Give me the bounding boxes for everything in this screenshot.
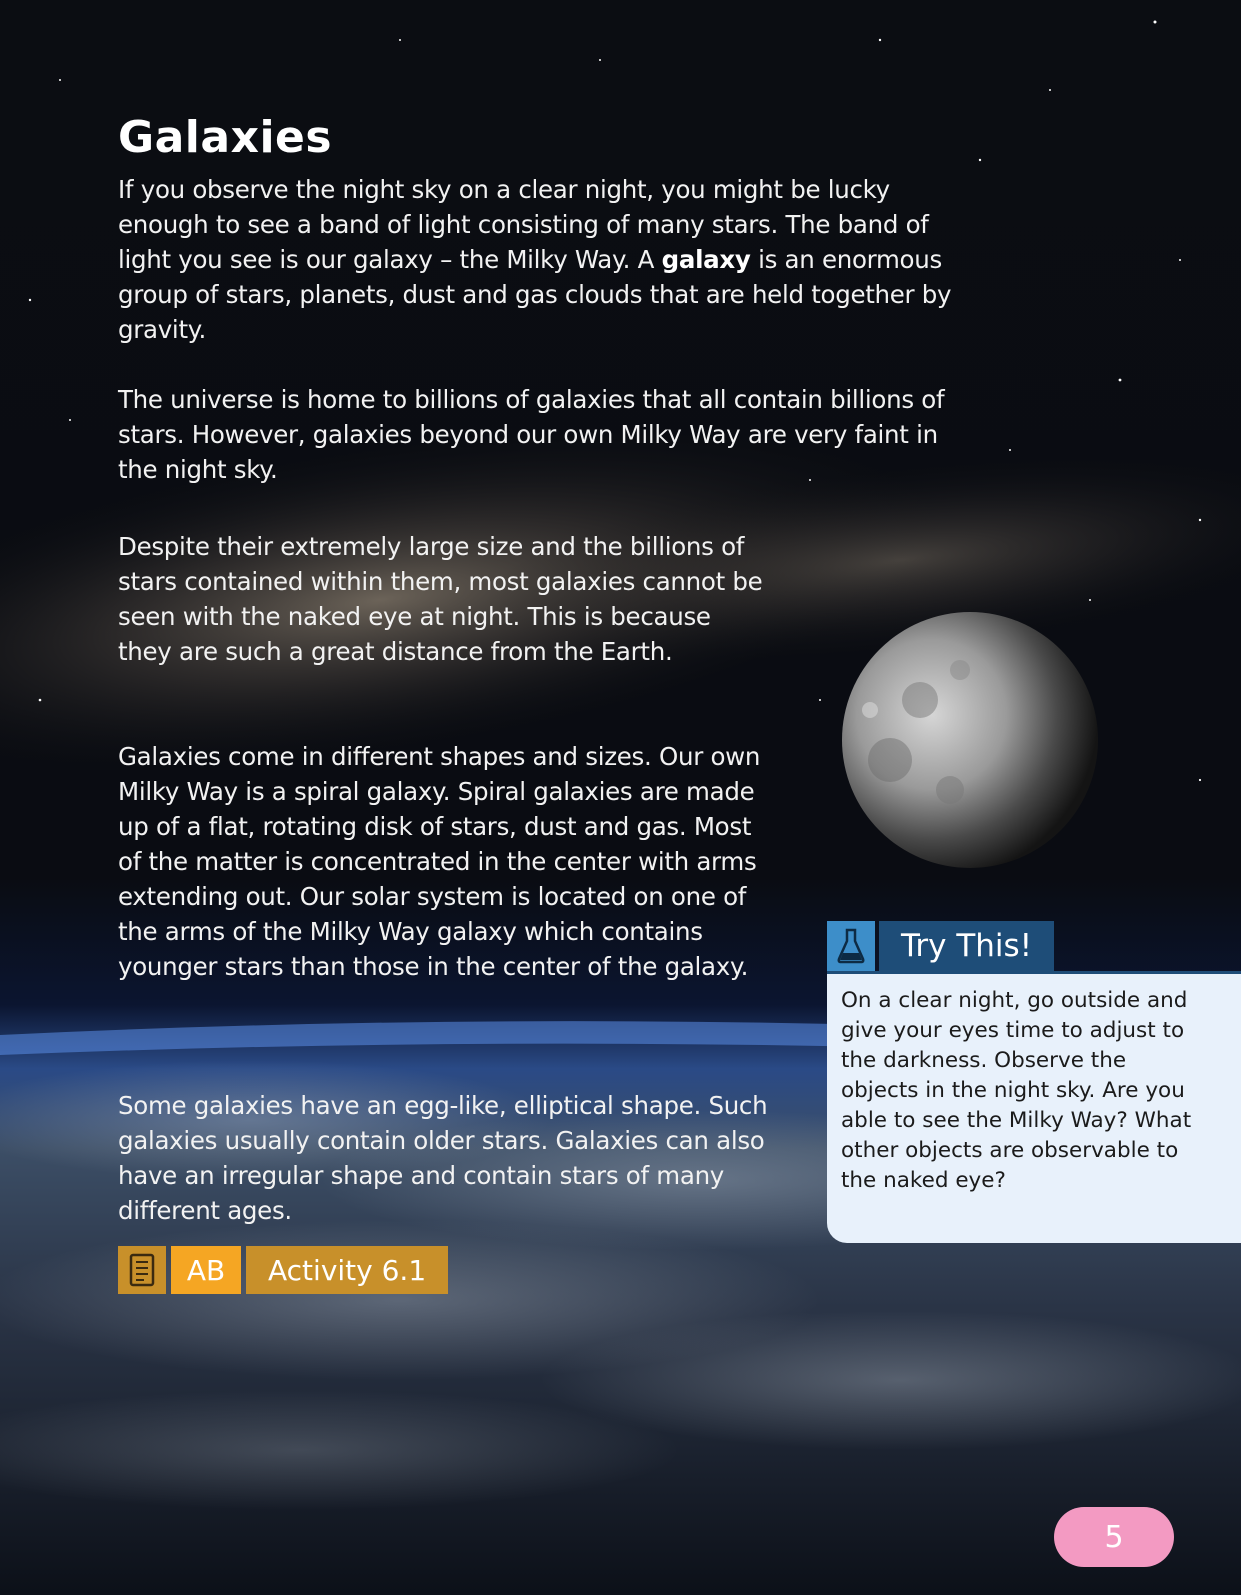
activity-label: Activity 6.1	[246, 1246, 448, 1294]
keyword-galaxy: galaxy	[661, 245, 751, 274]
try-this-text: On a clear night, go outside and give your eyes time to adjust to the darkness. Observe the objects in the night sky. Are you able to see the Milky Way? What other objects are observable to the naked eye?	[841, 988, 1192, 1193]
paragraph-3: Despite their extremely large size and the billions of stars contained within them, most galaxies cannot be seen with the naked eye at night. This is because they are such a great distance from the Earth.	[118, 532, 763, 666]
paragraph-5: Some galaxies have an egg-like, elliptical shape. Such galaxies usually contain older stars. Galaxies can also have an irregular shape and contain stars of many different ages.	[118, 1091, 768, 1225]
moon-image	[842, 612, 1098, 868]
try-this-title: Try This!	[879, 921, 1054, 971]
activity-badge[interactable]	[118, 1246, 448, 1294]
page-number: 5	[1054, 1507, 1174, 1567]
paragraph-4: Galaxies come in different shapes and sizes. Our own Milky Way is a spiral galaxy. Spiral galaxies are made up of a flat, rotating disk of stars, dust and gas. Most of the matter is concentrated in the center with arms extending out. Our solar system is located on one of the arms of the Milky Way galaxy which contains younger stars than those in the center of the galaxy.	[118, 742, 761, 981]
paragraph-1-text-end: is an enormous group of stars, planets, dust and gas clouds that are held together by gravity.	[118, 245, 952, 344]
paragraph-1-text: If you observe the night sky on a clear night, you might be lucky enough to see a band of light consisting of many stars. The band of light you see is our galaxy – the Milky Way. A	[118, 175, 929, 274]
page-title: Galaxies	[118, 112, 333, 163]
try-this-header	[827, 921, 1054, 971]
notebook-icon	[118, 1246, 166, 1294]
paragraph-2: The universe is home to billions of galaxies that all contain billions of stars. However, galaxies beyond our own Milky Way are very faint in the night sky.	[118, 385, 945, 484]
activity-book-code: AB	[171, 1246, 241, 1294]
paragraph-1	[118, 172, 958, 347]
try-this-box	[827, 971, 1241, 1243]
flask-icon	[827, 921, 875, 971]
